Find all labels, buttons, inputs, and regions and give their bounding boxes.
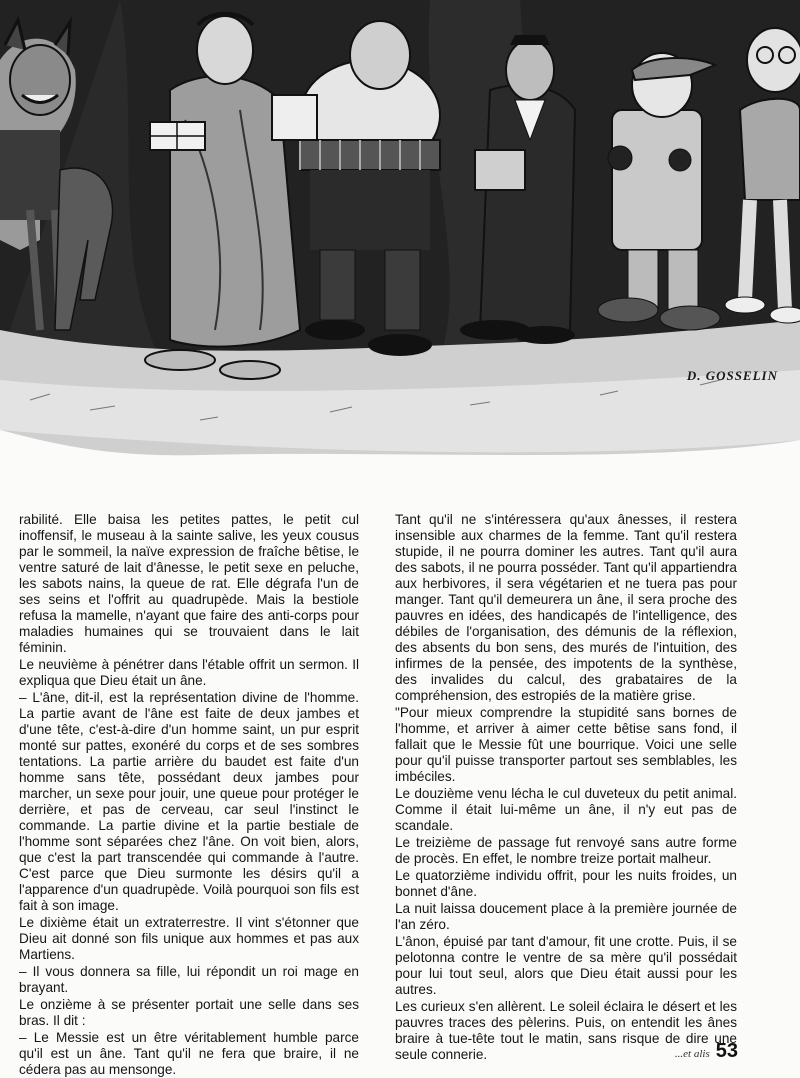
magazine-name: ...et alis [674, 1048, 710, 1060]
paragraph: Le douzième venu lécha le cul duveteux du petit animal. Comme il était lui-même un âne, il n'y eut pas de scandale. [395, 786, 737, 833]
paragraph: – Il vous donnera sa fille, lui répondit un roi mage en brayant. [19, 964, 359, 995]
paragraph: La nuit laissa doucement place à la première journée de l'an zéro. [395, 901, 737, 932]
paragraph: Le quatorzième individu offrit, pour les nuits froides, un bonnet d'âne. [395, 868, 737, 899]
paragraph: Le treizième de passage fut renvoyé sans autre forme de procès. En effet, le nombre treize portait malheur. [395, 835, 737, 866]
paragraph: Les curieux s'en allèrent. Le soleil éclaira le désert et les pauvres traces des pèlerins. Puis, on entendit les ânes braire à tue-tête tout le matin, sans risque de dire une seule connerie. [395, 999, 737, 1062]
cartoon-drawing [0, 0, 800, 465]
page-footer [675, 1040, 738, 1063]
paragraph: – Le Messie est un être véritablement humble parce qu'il est un âne. Tant qu'il ne fera que braire, il ne cédera pas au mensonge. [19, 1030, 359, 1077]
paragraph: "Pour mieux comprendre la stupidité sans bornes de l'homme, et arriver à aimer cette bêtise sans fond, il fallait que le Messie fût une bourrique. Voici une selle pour qu'il puisse transporter partout ses semblables, les imbéciles. [395, 705, 737, 784]
article-right-column [395, 512, 737, 1063]
paragraph: Le dixième était un extraterrestre. Il vint s'étonner que Dieu ait donné son fils unique aux hommes et pas aux Martiens. [19, 915, 359, 962]
paragraph: – L'âne, dit-il, est la représentation divine de l'homme. La partie avant de l'âne est faite de deux jambes et d'une tête, c'est-à-dire d'un homme saint, un pur esprit monté sur pattes, exonéré du corps et de ses sombres tentations. La partie arrière du baudet est faite d'un homme sans tête, possédant deux jambes pour marcher, un sexe pour jouir, une queue pour protéger le derrière, et pas de cerveau, car seul l'instinct le commande. La partie divine et la partie bestiale de l'homme sont séparées chez l'âne. On voit bien, alors, que c'est la part transcendée qui commande à l'autre. C'est parce que Dieu surmonte les désirs qu'il a l'apparence d'un quadrupède. Voilà pourquoi son fils est fait à son image. [19, 690, 359, 913]
paragraph: Le onzième à se présenter portait une selle dans ses bras. Il dit : [19, 997, 359, 1028]
artist-signature: D. GOSSELIN [686, 368, 778, 383]
paragraph: L'ânon, épuisé par tant d'amour, fit une crotte. Puis, il se pelotonna contre le ventre de sa mère qu'il possédait pour lui tout seul, alors que Dieu était aussi pour les autres. [395, 934, 737, 997]
paragraph: Tant qu'il ne s'intéressera qu'aux ânesses, il restera insensible aux charmes de la femme. Tant qu'il restera stupide, il ne pourra dominer les autres. Tant qu'il aura des sabots, il ne pourra posséder. Tant qu'il appartiendra aux herbivores, il sera végétarien et ne tuera pas pour manger. Tant qu'il demeurera un âne, il sera proche des pauvres en idées, des handicapés de l'intelligence, des débiles de l'organisation, des démunis de la réflexion, des absents du bon sens, des murés de l'intuition, des infirmes de la pensée, des impotents de la synthèse, des invalides du calcul, des grabataires de la compréhension, des estropiés de la matière grise. [395, 512, 737, 703]
cartoon-illustration [0, 0, 800, 465]
paragraph: Le neuvième à pénétrer dans l'étable offrit un sermon. Il expliqua que Dieu était un âne. [19, 657, 359, 688]
page-number: 53 [715, 1040, 738, 1062]
article-left-column [19, 512, 359, 1078]
paragraph: rabilité. Elle baisa les petites pattes, le petit cul inoffensif, le museau à la sainte salive, les yeux cousus par le sommeil, la naïve expression de fraîche bêtise, le ventre saturé de lait d'ânesse, le petit sexe en peluche, les sabots nains, la queue de rat. Elle dégrafa l'un de ses seins et l'offrit au quadrupède. Mais la bestiole refusa la mamelle, n'ayant que faire des anti-corps pour maladies humaines qui se trouvaient dans le lait féminin. [19, 512, 359, 655]
